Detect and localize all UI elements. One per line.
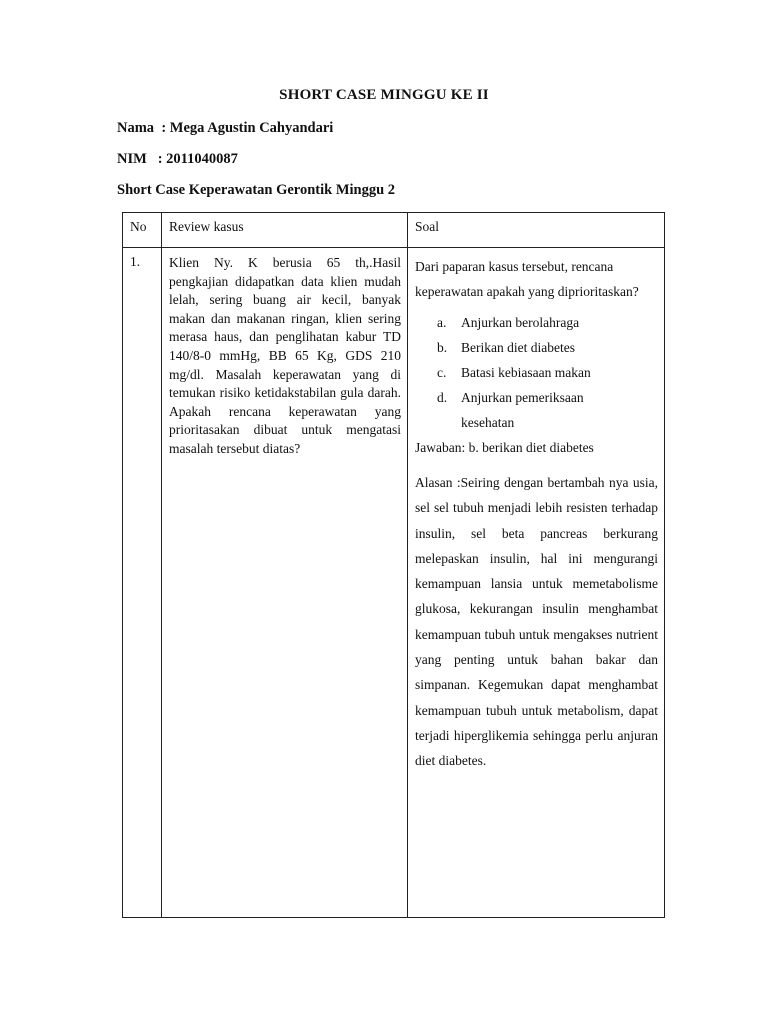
student-name-line: Nama : Mega Agustin Cahyandari — [117, 120, 334, 136]
question-text: Dari paparan kasus tersebut, rencana keperawatan apakah yang diprioritaskan? — [415, 259, 639, 299]
case-table — [122, 212, 665, 918]
name-label: Nama — [117, 120, 155, 136]
option-d: d. Anjurkan pemeriksaan kesehatan — [437, 390, 584, 430]
header-soal: Soal — [408, 213, 665, 248]
cell-soal — [408, 248, 665, 918]
table-row — [123, 248, 665, 918]
table-header-row — [123, 213, 665, 248]
answer-text: Jawaban: b. berikan diet diabetes — [415, 440, 594, 455]
page-title: SHORT CASE MINGGU KE II — [279, 87, 489, 103]
cell-review — [162, 248, 408, 918]
review-text: Klien Ny. K berusia 65 th,.Hasil pengkajian didapatkan data klien mudah lelah, sering buang air kecil, banyak makan dan makanan ringan, klien sering merasa haus, dan penglihatan kabur TD 140/8-0 mmHg, BB 65 Kg, GDS 210 mg/dl. Masalah keperawatan yang di temukan risiko ketidakstabilan gula darah. Apakah rencana keperawatan yang prioritasakan dibuat untuk mengatasi masalah tersebut diatas? — [169, 255, 401, 456]
nim-value: 2011040087 — [166, 151, 238, 167]
header-review: Review kasus — [162, 213, 408, 248]
nim-label: NIM — [117, 151, 147, 167]
name-value: Mega Agustin Cahyandari — [169, 120, 334, 136]
options-list — [415, 310, 658, 435]
option-c: c. Batasi kebiasaan makan — [437, 365, 591, 380]
option-b: b. Berikan diet diabetes — [437, 340, 575, 355]
document-subtitle: Short Case Keperawatan Gerontik Minggu 2 — [117, 182, 396, 198]
student-nim-line: NIM : 2011040087 — [117, 151, 238, 167]
option-a: a. Anjurkan berolahraga — [437, 315, 580, 330]
cell-no: 1. — [123, 248, 162, 918]
reason-text: Alasan :Seiring dengan bertambah nya usia, sel sel tubuh menjadi lebih resisten terhadap insulin, sel beta pancreas berkurang melepaskan insulin, hal ini mengurangi kemampuan lansia untuk memetabolisme glukosa, kekurangan insulin menghambat kemampuan tubuh untuk mengakses nutrient yang penting untuk bahan bakar dan simpanan. Kegemukan dapat menghambat kemampuan tubuh untuk metabolism, dapat terjadi hiperglikemia sehingga perlu anjuran diet diabetes. — [415, 475, 658, 769]
header-no: No — [123, 213, 162, 248]
